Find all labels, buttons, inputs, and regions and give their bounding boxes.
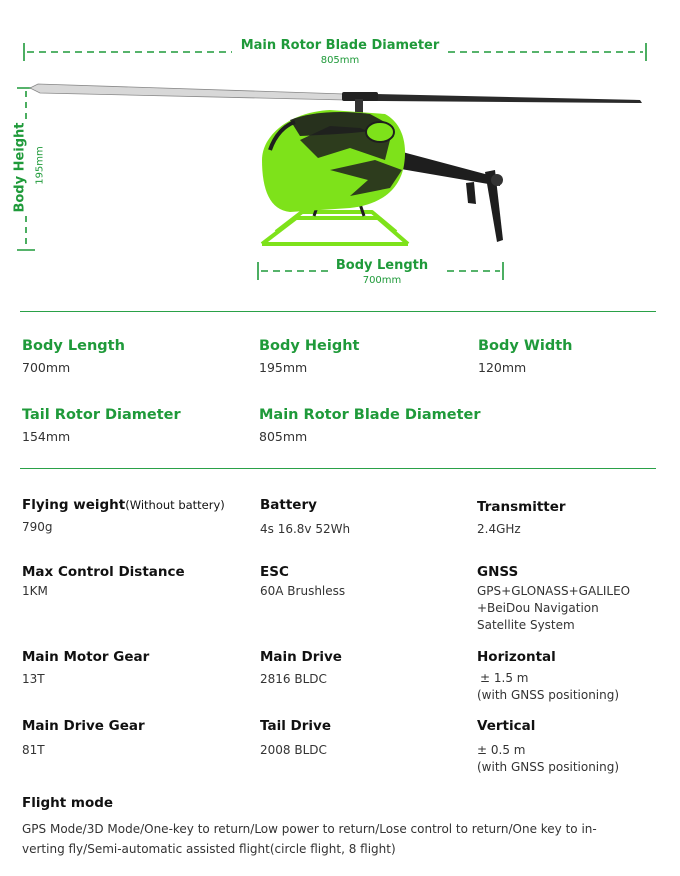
divider-middle <box>20 468 656 469</box>
canopy <box>262 110 405 212</box>
spec-main-drive-gear <box>22 718 145 759</box>
spec-main-drive <box>260 649 342 688</box>
spec-value: 81T <box>22 743 45 757</box>
rotor-diameter-label: Main Rotor Blade Diameter <box>240 38 440 53</box>
spec-label: Tail Drive <box>260 718 331 734</box>
spec-label: Horizontal <box>477 649 556 665</box>
dimension-value: 700mm <box>22 360 71 375</box>
dimension-value: 120mm <box>478 360 527 375</box>
spec-label: Main Drive <box>260 649 342 665</box>
spec-vertical <box>477 718 619 776</box>
flight-mode-section <box>22 795 672 859</box>
spec-transmitter <box>477 499 566 538</box>
dimension-label: Body Width <box>478 338 573 354</box>
spec-value: 2008 BLDC <box>260 743 327 757</box>
landing-skid <box>262 212 408 244</box>
dimension-cell <box>478 338 573 375</box>
spec-label: Battery <box>260 497 317 513</box>
spec-label: Transmitter <box>477 499 566 515</box>
dimension-cell <box>22 407 181 444</box>
flight-mode-label: Flight mode <box>22 795 114 811</box>
spec-value-line: ± 1.5 m <box>480 671 529 685</box>
spec-label: Vertical <box>477 718 536 734</box>
dimension-value: 154mm <box>22 429 71 444</box>
spec-value: 4s 16.8v 52Wh <box>260 522 351 536</box>
body-length-diagram-value: 700mm <box>362 275 402 286</box>
spec-label: ESC <box>260 564 289 580</box>
spec-value: 1KM <box>22 584 48 598</box>
spec-value-line: +BeiDou Navigation <box>477 601 599 615</box>
spec-esc <box>260 564 345 600</box>
spec-value-line: (with GNSS positioning) <box>477 688 620 702</box>
flight-mode-line: GPS Mode/3D Mode/One-key to return/Low power to return/Lose control to return/One key to in- <box>22 822 597 836</box>
spec-label: Main Motor Gear <box>22 649 150 665</box>
dimension-label: Main Rotor Blade Diameter <box>259 407 481 423</box>
spec-gnss <box>477 564 630 634</box>
dimension-value: 805mm <box>259 429 308 444</box>
body-height-diagram-label: Body Height <box>12 122 28 213</box>
spec-value-line: Satellite System <box>477 618 575 632</box>
dimension-cell <box>259 407 481 444</box>
spec-tail-drive <box>260 718 331 759</box>
spec-main-motor-gear <box>22 649 149 688</box>
dimension-cell <box>259 338 359 375</box>
spec-value-line: ± 0.5 m <box>477 743 526 757</box>
spec-value: 60A Brushless <box>260 584 346 598</box>
spec-label: Max Control Distance <box>22 564 185 580</box>
spec-value: 2816 BLDC <box>260 672 327 686</box>
spec-value: 13T <box>22 672 45 686</box>
spec-value-line: (with GNSS positioning) <box>477 760 620 774</box>
dimension-value: 195mm <box>259 360 308 375</box>
spec-value: 2.4GHz <box>477 522 521 536</box>
spec-note: (Without battery) <box>125 498 225 512</box>
spec-label: Main Drive Gear <box>22 718 145 734</box>
spec-label: GNSS <box>477 564 519 580</box>
spec-label: Flying weight <box>22 497 126 513</box>
dimension-label: Body Height <box>259 338 360 354</box>
dimension-label: Body Length <box>22 338 125 354</box>
helicopter-diagram <box>0 0 680 300</box>
spec-max-control-distance <box>22 564 185 600</box>
spec-battery <box>260 497 350 538</box>
body-length-diagram-label: Body Length <box>335 258 429 273</box>
dimension-cell <box>22 338 125 375</box>
rotor-diameter-value: 805mm <box>320 55 360 66</box>
dimension-label: Tail Rotor Diameter <box>22 407 181 423</box>
flight-mode-line: verting fly/Semi-automatic assisted flight(circle flight, 8 flight) <box>22 842 396 856</box>
tail-boom <box>395 150 503 242</box>
spec-horizontal <box>477 649 619 704</box>
divider-top <box>20 311 656 312</box>
spec-value-line: GPS+GLONASS+GALILEO <box>477 584 631 598</box>
spec-value: 790g <box>22 520 53 534</box>
body-height-diagram-value: 195mm <box>34 146 46 185</box>
spec-flying-weight <box>22 497 225 536</box>
